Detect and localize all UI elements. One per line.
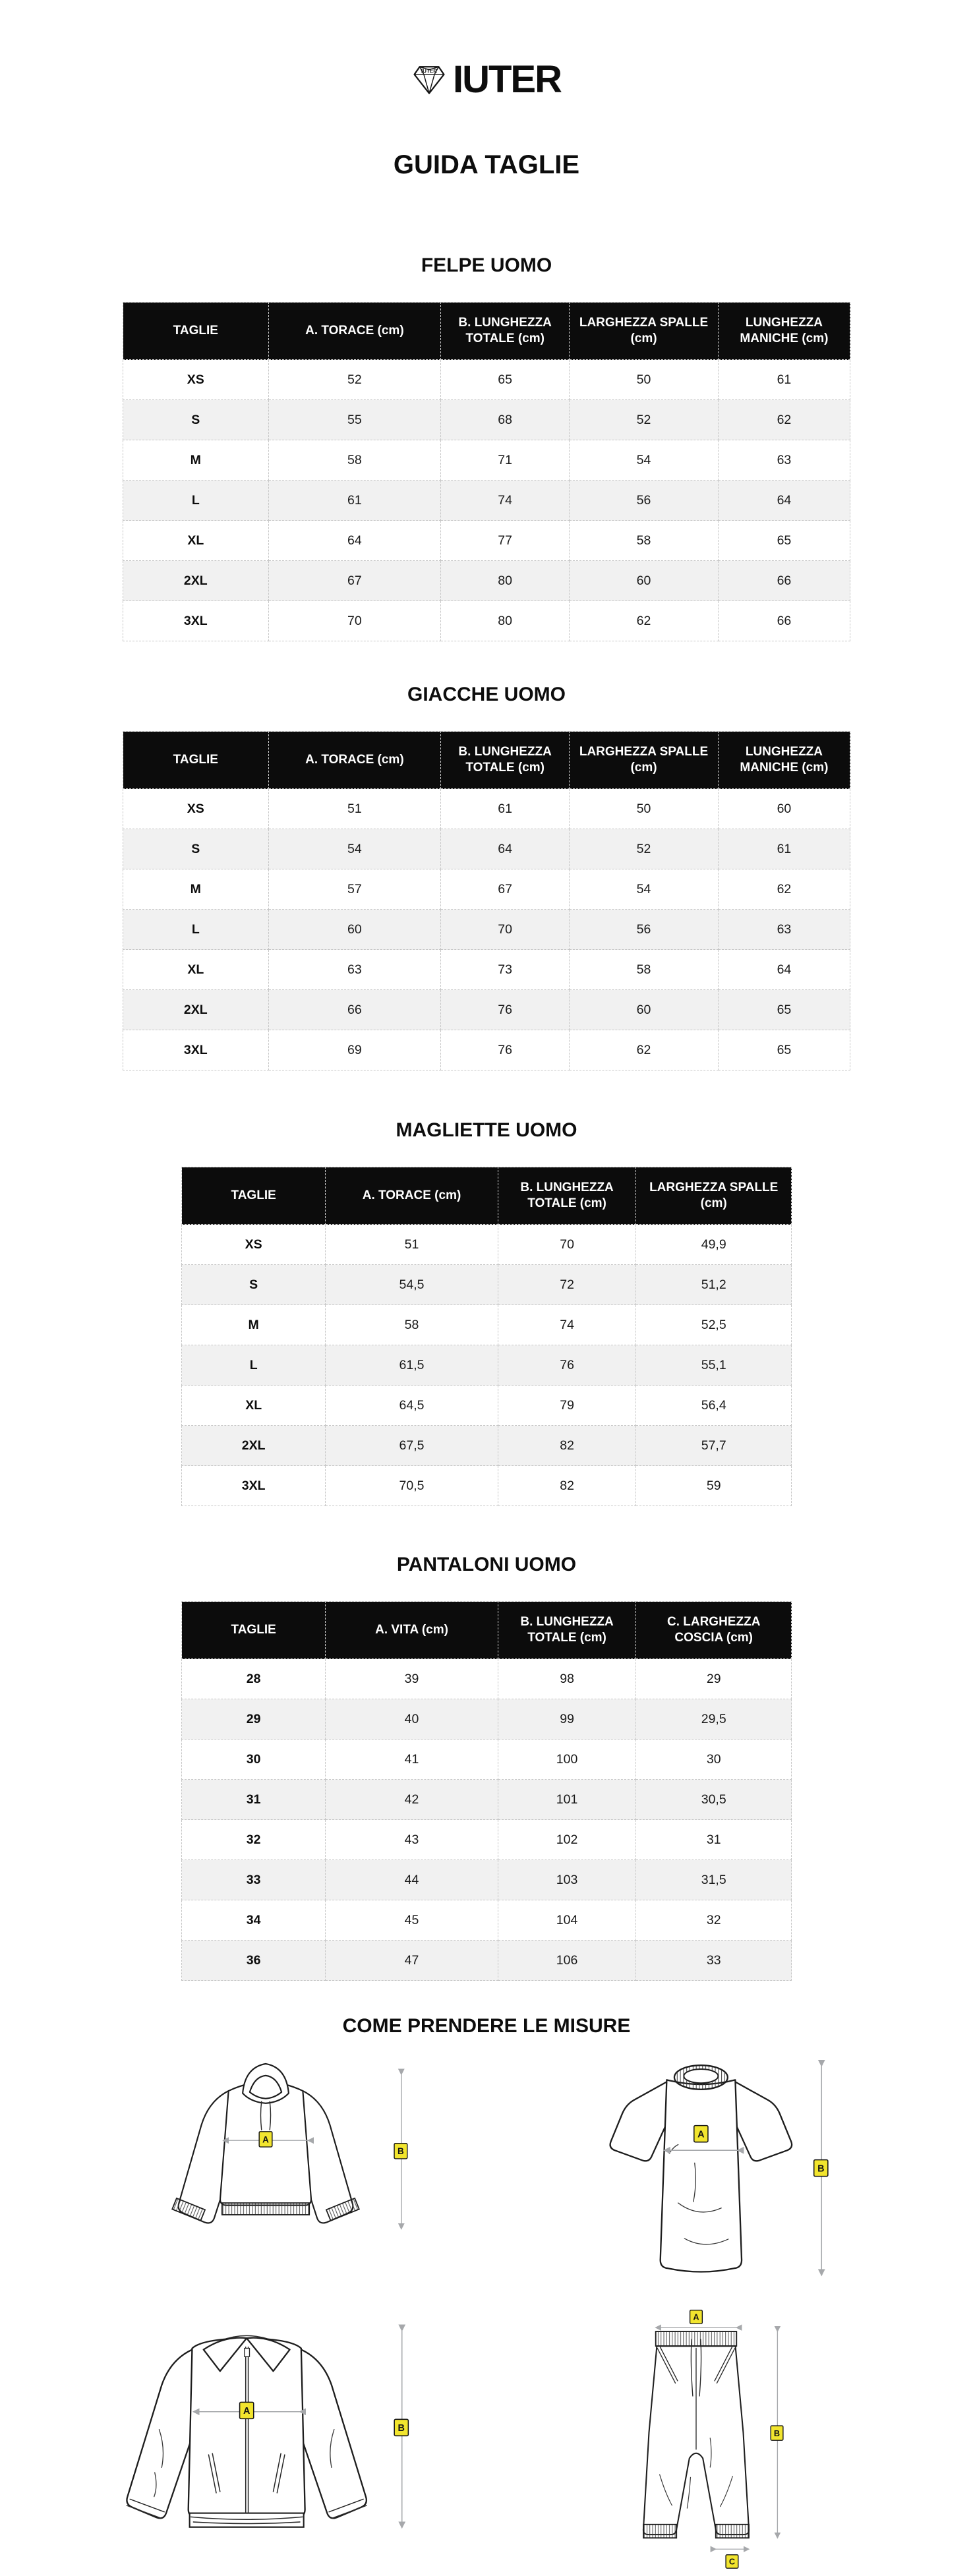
size-cell: 2XL [123, 990, 269, 1030]
table-row [123, 400, 850, 440]
table-row [123, 789, 850, 829]
table-row [182, 1699, 792, 1740]
measure-cell: 76 [441, 1030, 570, 1070]
size-cell: 30 [182, 1740, 326, 1780]
measure-cell: 76 [498, 1345, 636, 1386]
hoodie-illustration [88, 2052, 444, 2276]
table-row [182, 1225, 792, 1265]
measure-cell: 30 [636, 1740, 792, 1780]
column-header: LARGHEZZA SPALLE (cm) [570, 732, 719, 789]
measure-cell: 58 [326, 1305, 498, 1345]
measure-cell: 80 [441, 601, 570, 641]
size-cell: XS [123, 789, 269, 829]
measure-cell: 63 [268, 950, 441, 990]
diamond-logo-text: IUTER [421, 68, 438, 74]
size-table-giacche [123, 731, 850, 1070]
size-cell: L [123, 481, 269, 521]
measure-cell: 57,7 [636, 1426, 792, 1466]
table-row [123, 521, 850, 561]
measure-cell: 69 [268, 1030, 441, 1070]
pants-measure-b-label: B [773, 2428, 781, 2438]
measure-cell: 76 [441, 990, 570, 1030]
table-row [123, 601, 850, 641]
measure-cell: 51 [268, 789, 441, 829]
pants-cuff-right [716, 2525, 749, 2538]
hoodie-measure-a-label: A [262, 2134, 269, 2145]
table-row [182, 1345, 792, 1386]
size-cell: 2XL [123, 561, 269, 601]
hoodie-measure-b-label: B [398, 2146, 404, 2157]
size-cell: XL [182, 1386, 326, 1426]
measure-cell: 51 [326, 1225, 498, 1265]
size-cell: 31 [182, 1780, 326, 1820]
measure-cell: 102 [498, 1820, 636, 1860]
size-cell: L [182, 1345, 326, 1386]
measure-cell: 31 [636, 1820, 792, 1860]
size-table-pantaloni [181, 1601, 792, 1981]
measure-cell: 77 [441, 521, 570, 561]
section-title-pantaloni: PANTALONI UOMO [396, 1554, 577, 1575]
measure-cell: 58 [268, 440, 441, 481]
table-row [123, 440, 850, 481]
measure-cell: 60 [268, 910, 441, 950]
header-row [123, 732, 850, 789]
size-cell: 3XL [123, 601, 269, 641]
size-cell: XL [123, 521, 269, 561]
column-header: B. LUNGHEZZA TOTALE (cm) [498, 1167, 636, 1225]
section-title-magliette: MAGLIETTE UOMO [396, 1119, 577, 1141]
measure-cell: 33 [636, 1941, 792, 1981]
size-cell: 28 [182, 1659, 326, 1699]
measure-cell: 62 [570, 1030, 719, 1070]
size-table [181, 1601, 792, 1981]
measure-cell: 41 [326, 1740, 498, 1780]
measure-cell: 82 [498, 1466, 636, 1506]
column-header: A. TORACE (cm) [326, 1167, 498, 1225]
measure-cell: 82 [498, 1426, 636, 1466]
measure-cell: 67,5 [326, 1426, 498, 1466]
measure-cell: 70,5 [326, 1466, 498, 1506]
measure-cell: 61 [268, 481, 441, 521]
measure-cell: 32 [636, 1900, 792, 1941]
measure-diagram-grid [45, 2052, 928, 2576]
brand-logo [0, 58, 973, 101]
hoodie-diagram [88, 2052, 444, 2279]
measure-cell: 60 [718, 789, 850, 829]
measure-cell: 59 [636, 1466, 792, 1506]
measure-cell: 54 [268, 829, 441, 869]
pants-measure-a-label: A [693, 2312, 699, 2322]
section-measure-guide [0, 2015, 973, 2576]
measure-cell: 55,1 [636, 1345, 792, 1386]
measure-cell: 70 [441, 910, 570, 950]
measure-cell: 40 [326, 1699, 498, 1740]
tshirt-measure-b-label: B [817, 2163, 825, 2175]
hoodie-hem-band [222, 2203, 309, 2215]
measure-cell: 52 [268, 360, 441, 400]
column-header: TAGLIE [182, 1602, 326, 1659]
measure-cell: 74 [498, 1305, 636, 1345]
measure-cell: 30,5 [636, 1780, 792, 1820]
measure-cell: 72 [498, 1265, 636, 1305]
measure-cell: 65 [441, 360, 570, 400]
measure-cell: 70 [268, 601, 441, 641]
measure-cell: 62 [718, 400, 850, 440]
measure-cell: 45 [326, 1900, 498, 1941]
measure-cell: 62 [570, 601, 719, 641]
size-cell: XL [123, 950, 269, 990]
measure-cell: 80 [441, 561, 570, 601]
measure-cell: 66 [718, 601, 850, 641]
size-cell: 3XL [182, 1466, 326, 1506]
column-header: TAGLIE [123, 732, 269, 789]
size-cell: 33 [182, 1860, 326, 1900]
measure-cell: 55 [268, 400, 441, 440]
size-cell: S [123, 400, 269, 440]
measure-cell: 67 [441, 869, 570, 910]
measure-cell: 58 [570, 950, 719, 990]
header-row [182, 1167, 792, 1225]
measure-cell: 73 [441, 950, 570, 990]
measure-cell: 103 [498, 1860, 636, 1900]
size-table [123, 302, 850, 641]
size-table [181, 1167, 792, 1506]
measure-cell: 64 [268, 521, 441, 561]
measure-cell: 66 [718, 561, 850, 601]
column-header: LARGHEZZA SPALLE (cm) [570, 303, 719, 360]
measure-cell: 60 [570, 561, 719, 601]
measure-cell: 61,5 [326, 1345, 498, 1386]
measure-cell: 42 [326, 1780, 498, 1820]
size-cell: S [182, 1265, 326, 1305]
size-cell: S [123, 829, 269, 869]
table-row [182, 1780, 792, 1820]
measure-cell: 61 [718, 360, 850, 400]
size-table [123, 731, 850, 1070]
measure-cell: 43 [326, 1820, 498, 1860]
tshirt-diagram [536, 2052, 879, 2309]
table-row [123, 481, 850, 521]
measure-cell: 54 [570, 869, 719, 910]
measure-cell: 56 [570, 481, 719, 521]
column-header: A. VITA (cm) [326, 1602, 498, 1659]
tshirt-illustration [536, 2052, 879, 2306]
table-row [123, 829, 850, 869]
measure-cell: 29 [636, 1659, 792, 1699]
column-header: LARGHEZZA SPALLE (cm) [636, 1167, 792, 1225]
column-header: LUNGHEZZA MANICHE (cm) [718, 732, 850, 789]
column-header: B. LUNGHEZZA TOTALE (cm) [441, 303, 570, 360]
section-title-giacche: GIACCHE UOMO [407, 684, 566, 705]
size-cell: 29 [182, 1699, 326, 1740]
measure-cell: 52,5 [636, 1305, 792, 1345]
size-cell: 2XL [182, 1426, 326, 1466]
size-cell: XS [182, 1225, 326, 1265]
measure-cell: 49,9 [636, 1225, 792, 1265]
measure-cell: 60 [570, 990, 719, 1030]
size-cell: 36 [182, 1941, 326, 1981]
measure-cell: 50 [570, 789, 719, 829]
table-row [123, 910, 850, 950]
section-pantaloni-uomo [0, 1554, 973, 1981]
measure-cell: 63 [718, 910, 850, 950]
table-row [182, 1265, 792, 1305]
size-table-felpe [123, 302, 850, 641]
measure-cell: 39 [326, 1659, 498, 1699]
diamond-logo-icon [412, 62, 446, 98]
jacket-measure-a-label: A [243, 2406, 251, 2417]
brand-wordmark: IUTER [453, 58, 561, 101]
column-header: TAGLIE [182, 1167, 326, 1225]
measure-cell: 44 [326, 1860, 498, 1900]
table-row [182, 1820, 792, 1860]
measure-cell: 54 [570, 440, 719, 481]
measure-cell: 50 [570, 360, 719, 400]
table-row [182, 1386, 792, 1426]
measure-cell: 58 [570, 521, 719, 561]
column-header: TAGLIE [123, 303, 269, 360]
table-row [182, 1466, 792, 1506]
header-row [182, 1602, 792, 1659]
jacket-diagram [74, 2309, 457, 2560]
measure-cell: 31,5 [636, 1860, 792, 1900]
size-cell: XS [123, 360, 269, 400]
size-guide-content [0, 254, 973, 2576]
table-row [182, 1900, 792, 1941]
measure-cell: 100 [498, 1740, 636, 1780]
measure-cell: 52 [570, 829, 719, 869]
size-table-magliette [181, 1167, 792, 1506]
column-header: A. TORACE (cm) [268, 732, 441, 789]
measure-cell: 61 [718, 829, 850, 869]
size-cell: M [123, 869, 269, 910]
size-cell: 3XL [123, 1030, 269, 1070]
measure-cell: 106 [498, 1941, 636, 1981]
table-row [182, 1740, 792, 1780]
measure-cell: 98 [498, 1659, 636, 1699]
jacket-measure-b-label: B [398, 2423, 405, 2434]
column-header: B. LUNGHEZZA TOTALE (cm) [441, 732, 570, 789]
pants-illustration [566, 2309, 849, 2573]
measure-cell: 99 [498, 1699, 636, 1740]
measure-cell: 64 [718, 950, 850, 990]
size-cell: 32 [182, 1820, 326, 1860]
measure-cell: 56 [570, 910, 719, 950]
column-header: C. LARGHEZZA COSCIA (cm) [636, 1602, 792, 1659]
measure-cell: 65 [718, 521, 850, 561]
table-row [123, 561, 850, 601]
table-row [182, 1860, 792, 1900]
measure-cell: 63 [718, 440, 850, 481]
jacket-illustration [74, 2309, 457, 2556]
measure-cell: 74 [441, 481, 570, 521]
size-cell: M [182, 1305, 326, 1345]
measure-cell: 64,5 [326, 1386, 498, 1426]
measure-cell: 64 [718, 481, 850, 521]
measure-cell: 67 [268, 561, 441, 601]
header-row [123, 303, 850, 360]
measure-cell: 71 [441, 440, 570, 481]
brand-header [0, 0, 973, 179]
measure-cell: 61 [441, 789, 570, 829]
table-row [182, 1941, 792, 1981]
measure-cell: 62 [718, 869, 850, 910]
table-row [123, 950, 850, 990]
pants-cuff-left [643, 2525, 676, 2538]
measure-cell: 79 [498, 1386, 636, 1426]
table-row [182, 1305, 792, 1345]
page-title: GUIDA TAGLIE [393, 150, 580, 179]
measure-cell: 57 [268, 869, 441, 910]
section-giacche-uomo [0, 684, 973, 1070]
pants-waistband [656, 2331, 737, 2346]
tshirt-measure-a-label: A [697, 2129, 705, 2140]
jacket-hem-band [190, 2513, 304, 2527]
column-header: A. TORACE (cm) [268, 303, 441, 360]
measure-cell: 54,5 [326, 1265, 498, 1305]
measure-cell: 56,4 [636, 1386, 792, 1426]
size-cell: L [123, 910, 269, 950]
measure-cell: 70 [498, 1225, 636, 1265]
section-title-misure: COME PRENDERE LE MISURE [342, 2015, 631, 2037]
table-row [182, 1426, 792, 1466]
measure-cell: 66 [268, 990, 441, 1030]
jacket-zip-pull [245, 2349, 250, 2357]
section-title-felpe: FELPE UOMO [421, 254, 552, 276]
measure-cell: 65 [718, 990, 850, 1030]
measure-cell: 104 [498, 1900, 636, 1941]
table-row [123, 1030, 850, 1070]
measure-cell: 52 [570, 400, 719, 440]
pants-diagram [566, 2309, 849, 2576]
measure-cell: 101 [498, 1780, 636, 1820]
measure-cell: 51,2 [636, 1265, 792, 1305]
table-row [123, 360, 850, 400]
measure-cell: 68 [441, 400, 570, 440]
section-felpe-uomo [0, 254, 973, 641]
measure-cell: 64 [441, 829, 570, 869]
measure-cell: 29,5 [636, 1699, 792, 1740]
table-row [123, 869, 850, 910]
table-row [182, 1659, 792, 1699]
section-magliette-uomo [0, 1119, 973, 1506]
column-header: LUNGHEZZA MANICHE (cm) [718, 303, 850, 360]
measure-cell: 65 [718, 1030, 850, 1070]
size-cell: 34 [182, 1900, 326, 1941]
measure-cell: 47 [326, 1941, 498, 1981]
column-header: B. LUNGHEZZA TOTALE (cm) [498, 1602, 636, 1659]
size-cell: M [123, 440, 269, 481]
pants-measure-c-label: C [728, 2556, 736, 2567]
table-row [123, 990, 850, 1030]
